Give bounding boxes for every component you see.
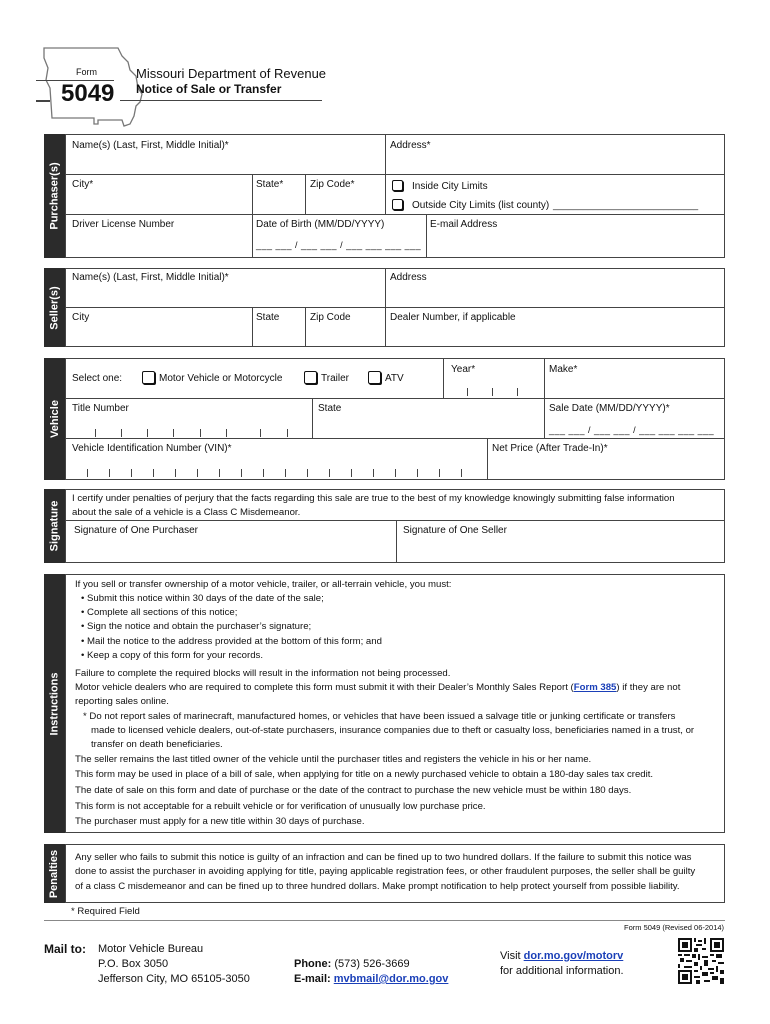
- instructions-intro: If you sell or transfer ownership of a motor vehicle, trailer, or all-terrain vehicle, you must:: [75, 579, 452, 590]
- vin-tick: [175, 469, 176, 477]
- purchaser-signature-field[interactable]: [66, 538, 395, 562]
- vin-tick: [131, 469, 132, 477]
- vin-tick: [373, 469, 374, 477]
- net-price-field[interactable]: [488, 456, 724, 479]
- inside-city-checkbox[interactable]: [392, 180, 403, 191]
- form-385-link[interactable]: Form 385: [573, 682, 617, 693]
- title-state-label: State: [318, 403, 342, 414]
- qr-code-icon[interactable]: [678, 938, 724, 984]
- footer-divider: [44, 920, 725, 921]
- vin-label: Vehicle Identification Number (VIN)*: [72, 443, 232, 454]
- dob-label: Date of Birth (MM/DD/YYYY): [256, 219, 385, 230]
- year-tick: [467, 388, 468, 396]
- purchaser-city-label: City*: [72, 179, 94, 190]
- sale-date-label: Sale Date (MM/DD/YYYY)*: [549, 403, 670, 414]
- seller-signature-field[interactable]: [397, 538, 724, 562]
- visit-tail: for additional information.: [500, 965, 624, 977]
- year-tick: [517, 388, 518, 396]
- vin-tick: [439, 469, 440, 477]
- driver-license-label: Driver License Number: [72, 219, 175, 230]
- select-one-label: Select one:: [72, 373, 123, 384]
- exclusion-note-1: * Do not report sales of marinecraft, manufactured homes, or vehicles that have been issued a salvage title or junking certificate or transfers: [83, 711, 676, 722]
- form-dash: [36, 100, 50, 102]
- seller-zip-label: Zip Code: [310, 312, 351, 323]
- vin-tick: [417, 469, 418, 477]
- seller-state-field[interactable]: [253, 325, 304, 346]
- form-label: Form: [76, 67, 97, 77]
- vin-tick: [285, 469, 286, 477]
- title-tick: [147, 429, 148, 437]
- visit-line: [500, 950, 623, 962]
- year-label: Year*: [451, 364, 476, 375]
- email-link[interactable]: mvbmail@dor.mo.gov: [333, 973, 449, 985]
- phone-label: Phone:: [294, 958, 332, 970]
- purchaser-state-field[interactable]: [253, 192, 304, 213]
- certify-line-2: about the sale of a vehicle is a Class C Misdemeanor.: [72, 507, 301, 518]
- vin-tick: [307, 469, 308, 477]
- motor-vehicle-checkbox[interactable]: [142, 371, 155, 384]
- section-tab-instructions: Instructions: [44, 574, 65, 833]
- purchaser-address-field[interactable]: [386, 152, 724, 173]
- form-title: Notice of Sale or Transfer: [136, 82, 282, 96]
- vin-tick: [87, 469, 88, 477]
- atv-checkbox[interactable]: [368, 371, 381, 384]
- section-tab-penalties: Penalties: [44, 844, 65, 903]
- seller-city-field[interactable]: [66, 325, 251, 346]
- seller-city-label: City: [72, 312, 90, 323]
- email-field[interactable]: [427, 232, 724, 256]
- vin-tick: [197, 469, 198, 477]
- motor-vehicle-label: Motor Vehicle or Motorcycle: [159, 373, 283, 384]
- year-field[interactable]: [444, 376, 543, 397]
- bill-of-sale-note: This form may be used in place of a bill of sale, when applying for title on a newly purchased vehicle to obtain a 180-day sales tax credit.: [75, 769, 654, 780]
- purchaser-address-label: Address*: [390, 140, 431, 151]
- visit-label: Visit: [500, 950, 521, 962]
- trailer-label: Trailer: [321, 373, 349, 384]
- section-tab-seller: Seller(s): [44, 268, 65, 347]
- title-tick: [173, 429, 174, 437]
- title-state-field[interactable]: [313, 416, 543, 437]
- instruction-bullet: • Submit this notice within 30 days of the date of the sale;: [81, 593, 324, 604]
- exclusion-note-3: transfer on death beneficiaries.: [91, 739, 223, 750]
- purchaser-city-field[interactable]: [66, 192, 251, 213]
- make-field[interactable]: [545, 376, 724, 397]
- form-number: 5049: [61, 80, 115, 107]
- dealer-number-label: Dealer Number, if applicable: [390, 312, 516, 323]
- instruction-bullet: • Keep a copy of this form for your records.: [81, 650, 263, 661]
- exclusion-note-2: made to licensed vehicle dealers, out-of-state purchasers, insurance companies due to theft or casualty loss, beneficiaries named in a trust, or: [91, 725, 695, 736]
- vin-tick: [351, 469, 352, 477]
- seller-zip-field[interactable]: [306, 325, 384, 346]
- penalties-line-3: of a class C misdemeanor and can be fined up to three hundred dollars. Make prompt notification to help protect yourself from possible liability.: [75, 881, 680, 892]
- title-underline: [120, 100, 322, 101]
- dealers-note-cont: reporting sales online.: [75, 696, 169, 707]
- dob-field[interactable]: ___ ___ / ___ ___ / ___ ___ ___ ___: [256, 240, 422, 250]
- title-tick: [121, 429, 122, 437]
- dealer-number-field[interactable]: [386, 325, 724, 346]
- outside-city-label: Outside City Limits (list county): [412, 200, 550, 211]
- rebuilt-note: This form is not acceptable for a rebuilt vehicle or for verification of unusually low purchase price.: [75, 801, 486, 812]
- vin-tick: [329, 469, 330, 477]
- seller-names-label: Name(s) (Last, First, Middle Initial)*: [72, 272, 229, 283]
- vin-tick: [109, 469, 110, 477]
- title-number-field[interactable]: [66, 416, 311, 437]
- failure-note: Failure to complete the required blocks will result in the information not being processed.: [75, 668, 451, 679]
- email-label: E-mail Address: [430, 219, 498, 230]
- section-tab-signature: Signature: [44, 489, 65, 563]
- make-label: Make*: [549, 364, 578, 375]
- outside-city-county-field[interactable]: _____________________________: [553, 200, 699, 210]
- seller-state-label: State: [256, 312, 280, 323]
- purchaser-signature-label: Signature of One Purchaser: [74, 525, 198, 536]
- phone-number: (573) 526-3669: [334, 958, 410, 970]
- driver-license-field[interactable]: [66, 232, 251, 256]
- purchaser-state-label: State*: [256, 179, 284, 190]
- penalties-line-2: done to assist the purchaser in avoiding applying for title, paying applicable registration fees, or other fraudulent purposes, the seller shall be guilty: [75, 866, 696, 877]
- section-tab-purchaser: Purchaser(s): [44, 134, 65, 258]
- agency-name: Missouri Department of Revenue: [136, 66, 327, 81]
- vin-tick: [219, 469, 220, 477]
- instruction-bullet: • Mail the notice to the address provided at the bottom of this form; and: [81, 636, 382, 647]
- date-note: The date of sale on this form and date of purchase or the date of the contract to purchase the new vehicle must be within 180 days.: [75, 785, 632, 796]
- purchaser-names-field[interactable]: [66, 152, 384, 173]
- trailer-checkbox[interactable]: [304, 371, 317, 384]
- email-line: [294, 973, 448, 985]
- mail-to-label: Mail to:: [44, 942, 86, 956]
- vin-tick: [395, 469, 396, 477]
- seller-address-field[interactable]: [386, 285, 724, 306]
- seller-address-label: Address: [390, 272, 427, 283]
- apply-note: The purchaser must apply for a new title within 30 days of purchase.: [75, 816, 365, 827]
- required-field-note: * Required Field: [71, 906, 140, 917]
- title-tick: [287, 429, 288, 437]
- owner-note: The seller remains the last titled owner of the vehicle until the purchaser titles and registers the vehicle in his or her name.: [75, 754, 592, 765]
- phone-line: [294, 958, 410, 970]
- mail-address-line-3: Jefferson City, MO 65105-3050: [98, 973, 250, 985]
- purchaser-zip-label: Zip Code*: [310, 179, 355, 190]
- inside-city-label: Inside City Limits: [412, 181, 488, 192]
- vin-tick: [241, 469, 242, 477]
- title-tick: [200, 429, 201, 437]
- instruction-bullet: • Sign the notice and obtain the purchaser’s signature;: [81, 621, 312, 632]
- mail-address-line-2: P.O. Box 3050: [98, 958, 169, 970]
- dealers-note-tail: ) if they are not: [616, 682, 681, 693]
- dealers-note-text: Motor vehicle dealers who are required to complete this form must submit it with their Dealer’s Monthly Sales Report (: [75, 682, 574, 693]
- vin-tick: [153, 469, 154, 477]
- purchaser-names-label: Name(s) (Last, First, Middle Initial)*: [72, 140, 229, 151]
- title-tick: [226, 429, 227, 437]
- net-price-label: Net Price (After Trade-In)*: [492, 443, 608, 454]
- seller-names-field[interactable]: [66, 285, 384, 306]
- title-number-label: Title Number: [72, 403, 129, 414]
- purchaser-zip-field[interactable]: [306, 192, 384, 213]
- vin-tick: [461, 469, 462, 477]
- year-tick: [492, 388, 493, 396]
- title-tick: [95, 429, 96, 437]
- section-tab-vehicle: Vehicle: [44, 358, 65, 480]
- sale-date-field[interactable]: ___ ___ / ___ ___ / ___ ___ ___ ___: [549, 425, 715, 435]
- instruction-bullet: • Complete all sections of this notice;: [81, 607, 238, 618]
- revision-note: Form 5049 (Revised 06-2014): [624, 923, 725, 932]
- title-tick: [260, 429, 261, 437]
- website-link[interactable]: dor.mo.gov/motorv: [523, 950, 624, 962]
- mail-address-line-1: Motor Vehicle Bureau: [98, 943, 204, 955]
- seller-signature-label: Signature of One Seller: [403, 525, 507, 536]
- atv-label: ATV: [385, 373, 404, 384]
- vin-tick: [263, 469, 264, 477]
- email-label: E-mail:: [294, 973, 331, 985]
- outside-city-checkbox[interactable]: [392, 199, 403, 210]
- dealers-note: [75, 681, 680, 695]
- certify-line-1: I certify under penalties of perjury that the facts regarding this sale are true to the best of my knowledge knowingly submitting false information: [72, 493, 675, 504]
- vin-field[interactable]: [66, 456, 486, 479]
- penalties-line-1: Any seller who fails to submit this notice is guilty of an infraction and can be fined up to two hundred dollars. If the failure to submit this notice was: [75, 852, 692, 863]
